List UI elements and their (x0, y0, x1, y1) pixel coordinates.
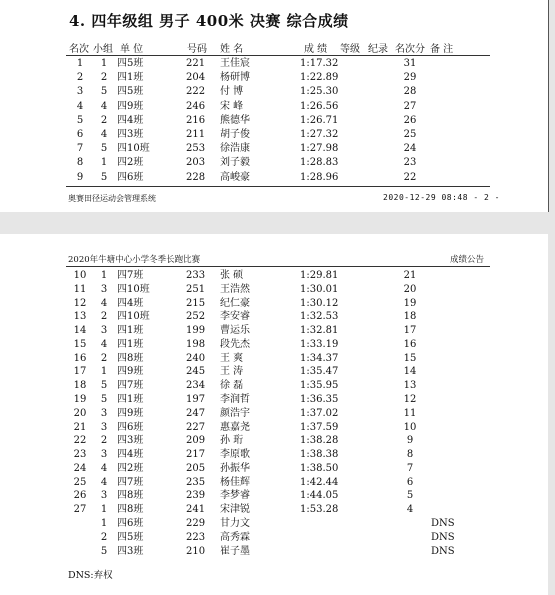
rank-cell: 10 (73, 270, 87, 281)
remark-cell: DNS (431, 518, 455, 530)
group-cell: 3 (100, 325, 108, 337)
rank-cell: 6 (76, 129, 84, 140)
number-cell: 239 (186, 490, 206, 502)
group-cell: 1 (100, 157, 108, 169)
table-row (0, 297, 548, 310)
number-cell: 247 (186, 407, 206, 419)
rank-cell: 16 (73, 352, 87, 364)
table-row (0, 57, 548, 70)
points-cell: 9 (406, 435, 414, 447)
rank-cell: 7 (76, 143, 84, 155)
page-right-edge (548, 0, 549, 212)
points-cell: 14 (403, 366, 417, 378)
number-cell: 210 (186, 545, 206, 557)
name-cell: 付 博 (220, 86, 244, 98)
unit-cell: 四5班 (117, 86, 144, 98)
points-cell: 7 (406, 462, 414, 474)
unit-cell: 四3班 (117, 545, 144, 557)
col-unit-header: 单 位 (120, 44, 144, 55)
table-row (0, 545, 548, 558)
table-row (0, 100, 548, 113)
unit-cell: 四10班 (117, 143, 150, 155)
unit-cell: 四7班 (117, 380, 144, 392)
number-cell: 228 (186, 171, 206, 183)
name-cell: 王浩然 (220, 283, 250, 295)
number-cell: 229 (186, 518, 206, 530)
performance-cell: 1:29.81 (300, 270, 339, 281)
table-row (0, 448, 548, 461)
performance-cell: 1:22.89 (300, 72, 339, 84)
group-cell: 4 (100, 462, 108, 474)
number-cell: 251 (186, 283, 206, 295)
table-row (0, 503, 548, 516)
performance-cell: 1:38.28 (300, 435, 339, 447)
footer-rule (66, 186, 490, 187)
points-cell: 20 (403, 283, 417, 295)
group-cell: 1 (100, 518, 108, 530)
points-cell: 15 (403, 352, 417, 364)
unit-cell: 四10班 (117, 283, 150, 295)
group-cell: 4 (100, 297, 108, 309)
name-cell: 高峻豪 (220, 171, 250, 183)
performance-cell: 1:25.30 (300, 86, 339, 98)
unit-cell: 四4班 (117, 449, 144, 461)
rank-cell: 27 (73, 504, 87, 516)
name-cell: 高秀霖 (220, 531, 250, 543)
rank-cell: 20 (73, 407, 87, 419)
rank-cell: 11 (73, 283, 87, 295)
table-row (0, 393, 548, 406)
rank-cell: 9 (76, 171, 84, 183)
table-row (0, 71, 548, 84)
name-cell: 杨研博 (220, 72, 250, 84)
col-number-header: 号码 (187, 44, 207, 55)
points-cell: 8 (406, 449, 414, 461)
table-row (0, 310, 548, 323)
unit-cell: 四8班 (117, 504, 144, 516)
group-cell: 3 (100, 449, 108, 461)
group-cell: 1 (100, 366, 108, 378)
number-cell: 234 (186, 380, 206, 392)
group-cell: 1 (100, 270, 108, 281)
number-cell: 227 (186, 421, 206, 433)
group-cell: 2 (100, 531, 108, 543)
unit-cell: 四4班 (117, 297, 144, 309)
name-cell: 李润哲 (220, 394, 250, 406)
rank-cell: 22 (73, 435, 87, 447)
rank-cell: 19 (73, 394, 87, 406)
name-cell: 崔子墨 (220, 545, 250, 557)
unit-cell: 四9班 (117, 100, 144, 112)
unit-cell: 四3班 (117, 129, 144, 140)
performance-cell: 1:33.19 (300, 338, 339, 350)
results-page-1 (0, 0, 548, 212)
performance-cell: 1:37.59 (300, 421, 339, 433)
name-cell: 宋 峰 (220, 100, 244, 112)
unit-cell: 四9班 (117, 366, 144, 378)
group-cell: 2 (100, 352, 108, 364)
group-cell: 3 (100, 490, 108, 502)
performance-cell: 1:38.50 (300, 462, 339, 474)
name-cell: 李原歌 (220, 449, 250, 461)
performance-cell: 1:42.44 (300, 476, 339, 488)
name-cell: 纪仁豪 (220, 297, 250, 309)
points-cell: 21 (403, 270, 417, 281)
col-level-header: 等级 (340, 44, 360, 55)
rank-cell: 13 (73, 311, 87, 323)
number-cell: 211 (186, 129, 206, 140)
unit-cell: 四1班 (117, 72, 144, 84)
table-row (0, 128, 548, 141)
rank-cell: 23 (73, 449, 87, 461)
table-row (0, 114, 548, 127)
group-cell: 2 (100, 435, 108, 447)
name-cell: 张 硕 (220, 270, 244, 281)
name-cell: 徐 磊 (220, 380, 244, 392)
remark-cell: DNS (431, 545, 455, 557)
points-cell: 4 (406, 504, 414, 516)
number-cell: 241 (186, 504, 206, 516)
points-cell: 27 (403, 100, 417, 112)
group-cell: 2 (100, 311, 108, 323)
performance-cell: 1:32.81 (300, 325, 339, 337)
rank-cell: 12 (73, 297, 87, 309)
rank-cell: 5 (76, 114, 84, 126)
name-cell: 刘子毅 (220, 157, 250, 169)
points-cell: 19 (403, 297, 417, 309)
name-cell: 曹运乐 (220, 325, 250, 337)
group-cell: 5 (100, 143, 108, 155)
name-cell: 宋津锐 (220, 504, 250, 516)
unit-cell: 四6班 (117, 421, 144, 433)
points-cell: 5 (406, 490, 414, 502)
performance-cell: 1:26.56 (300, 100, 339, 112)
system-name: 奥赛田径运动会管理系统 (68, 194, 156, 203)
unit-cell: 四7班 (117, 476, 144, 488)
performance-cell: 1:36.35 (300, 394, 339, 406)
name-cell: 孙振华 (220, 462, 250, 474)
table-row (0, 269, 548, 282)
number-cell: 246 (186, 100, 206, 112)
table-row (0, 379, 548, 392)
performance-cell: 1:34.37 (300, 352, 339, 364)
group-cell: 5 (100, 545, 108, 557)
table-row (0, 85, 548, 98)
group-cell: 3 (100, 283, 108, 295)
points-cell: 29 (403, 72, 417, 84)
number-cell: 252 (186, 311, 206, 323)
unit-cell: 四2班 (117, 157, 144, 169)
points-cell: 17 (403, 325, 417, 337)
name-cell: 杨佳辉 (220, 476, 250, 488)
col-points-header: 名次分 (395, 44, 425, 55)
col-name-header: 姓 名 (220, 44, 244, 55)
name-cell: 甘力文 (220, 518, 250, 530)
rank-cell: 17 (73, 366, 87, 378)
name-cell: 惠嘉尧 (220, 421, 250, 433)
table-row (0, 434, 548, 447)
points-cell: 22 (403, 171, 417, 183)
table-row (0, 365, 548, 378)
unit-cell: 四9班 (117, 407, 144, 419)
rank-cell: 25 (73, 476, 87, 488)
table-row (0, 462, 548, 475)
performance-cell: 1:27.32 (300, 129, 339, 140)
number-cell: 216 (186, 114, 206, 126)
col-performance-header: 成 绩 (304, 44, 328, 55)
name-cell: 王 爽 (220, 352, 244, 364)
unit-cell: 四8班 (117, 490, 144, 502)
announcement-label: 成绩公告 (450, 255, 485, 265)
name-cell: 李安睿 (220, 311, 250, 323)
unit-cell: 四1班 (117, 325, 144, 337)
table-row (0, 489, 548, 502)
performance-cell: 1:26.71 (300, 114, 339, 126)
name-cell: 李梦睿 (220, 490, 250, 502)
points-cell: 18 (403, 311, 417, 323)
number-cell: 209 (186, 435, 206, 447)
number-cell: 233 (186, 270, 206, 281)
unit-cell: 四5班 (117, 58, 144, 69)
group-cell: 1 (100, 504, 108, 516)
table-row (0, 517, 548, 530)
name-cell: 王佳宸 (220, 58, 250, 69)
table-row (0, 476, 548, 489)
group-cell: 2 (100, 114, 108, 126)
rank-cell: 15 (73, 338, 87, 350)
table-row (0, 352, 548, 365)
table-row (0, 407, 548, 420)
name-cell: 徐浩康 (220, 143, 250, 155)
group-cell: 5 (100, 380, 108, 392)
group-cell: 3 (100, 421, 108, 433)
group-cell: 5 (100, 394, 108, 406)
points-cell: 12 (403, 394, 417, 406)
rank-cell: 18 (73, 380, 87, 392)
number-cell: 203 (186, 157, 206, 169)
table-row (0, 283, 548, 296)
number-cell: 222 (186, 86, 206, 98)
name-cell: 段先杰 (220, 338, 250, 350)
points-cell: 23 (403, 157, 417, 169)
number-cell: 253 (186, 143, 206, 155)
performance-cell: 1:35.95 (300, 380, 339, 392)
performance-cell: 1:38.38 (300, 449, 339, 461)
performance-cell: 1:27.98 (300, 143, 339, 155)
rank-cell: 1 (76, 58, 84, 69)
col-rank-header: 名次 (69, 44, 89, 55)
name-cell: 胡子俊 (220, 129, 250, 140)
performance-cell: 1:30.01 (300, 283, 339, 295)
group-cell: 5 (100, 171, 108, 183)
points-cell: 25 (403, 129, 417, 140)
unit-cell: 四6班 (117, 518, 144, 530)
group-cell: 5 (100, 86, 108, 98)
number-cell: 221 (186, 58, 206, 69)
performance-cell: 1:28.96 (300, 171, 339, 183)
header-rule (66, 55, 490, 56)
performance-cell: 1:53.28 (300, 504, 339, 516)
competition-name: 2020年牛塘中心小学冬季长跑比赛 (68, 255, 201, 265)
page2-header-rule (66, 266, 490, 267)
col-record-header: 纪录 (368, 44, 388, 55)
points-cell: 24 (403, 143, 417, 155)
legend-dns: DNS:弃权 (68, 570, 113, 581)
points-cell: 31 (403, 58, 417, 69)
table-row (0, 338, 548, 351)
points-cell: 13 (403, 380, 417, 392)
table-row (0, 142, 548, 155)
name-cell: 王 涛 (220, 366, 244, 378)
performance-cell: 1:30.12 (300, 297, 339, 309)
rank-cell: 8 (76, 157, 84, 169)
name-cell: 熊德华 (220, 114, 250, 126)
number-cell: 197 (186, 394, 206, 406)
group-cell: 2 (100, 72, 108, 84)
performance-cell: 1:28.83 (300, 157, 339, 169)
table-row (0, 421, 548, 434)
group-cell: 1 (100, 58, 108, 69)
number-cell: 199 (186, 325, 206, 337)
table-row (0, 324, 548, 337)
name-cell: 孙 珩 (220, 435, 244, 447)
group-cell: 3 (100, 407, 108, 419)
group-cell: 4 (100, 129, 108, 140)
performance-cell: 1:37.02 (300, 407, 339, 419)
remark-cell: DNS (431, 531, 455, 543)
unit-cell: 四8班 (117, 352, 144, 364)
rank-cell: 14 (73, 325, 87, 337)
points-cell: 10 (403, 421, 417, 433)
performance-cell: 1:44.05 (300, 490, 339, 502)
points-cell: 26 (403, 114, 417, 126)
col-group-header: 小组 (93, 44, 113, 55)
table-row (0, 531, 548, 544)
table-row (0, 171, 548, 184)
number-cell: 223 (186, 531, 206, 543)
points-cell: 11 (403, 407, 417, 419)
name-cell: 颜浩宇 (220, 407, 250, 419)
event-title: 4. 四年级组 男子 400米 决赛 综合成绩 (69, 12, 349, 30)
unit-cell: 四10班 (117, 311, 150, 323)
unit-cell: 四4班 (117, 114, 144, 126)
rank-cell: 26 (73, 490, 87, 502)
unit-cell: 四7班 (117, 270, 144, 281)
table-row (0, 156, 548, 169)
rank-cell: 2 (76, 72, 84, 84)
unit-cell: 四3班 (117, 435, 144, 447)
number-cell: 204 (186, 72, 206, 84)
rank-cell: 24 (73, 462, 87, 474)
number-cell: 235 (186, 476, 206, 488)
performance-cell: 1:17.32 (300, 58, 339, 69)
group-cell: 4 (100, 476, 108, 488)
print-timestamp: 2020-12-29 08:48 - 2 - (383, 193, 500, 202)
points-cell: 28 (403, 86, 417, 98)
group-cell: 4 (100, 338, 108, 350)
number-cell: 217 (186, 449, 206, 461)
unit-cell: 四1班 (117, 394, 144, 406)
unit-cell: 四6班 (117, 171, 144, 183)
performance-cell: 1:32.53 (300, 311, 339, 323)
rank-cell: 3 (76, 86, 84, 98)
performance-cell: 1:35.47 (300, 366, 339, 378)
number-cell: 245 (186, 366, 206, 378)
unit-cell: 四2班 (117, 462, 144, 474)
points-cell: 6 (406, 476, 414, 488)
group-cell: 4 (100, 100, 108, 112)
number-cell: 240 (186, 352, 206, 364)
unit-cell: 四1班 (117, 338, 144, 350)
points-cell: 16 (403, 338, 417, 350)
unit-cell: 四5班 (117, 531, 144, 543)
number-cell: 215 (186, 297, 206, 309)
number-cell: 198 (186, 338, 206, 350)
number-cell: 205 (186, 462, 206, 474)
col-remark-header: 备 注 (430, 44, 454, 55)
rank-cell: 21 (73, 421, 87, 433)
rank-cell: 4 (76, 100, 84, 112)
